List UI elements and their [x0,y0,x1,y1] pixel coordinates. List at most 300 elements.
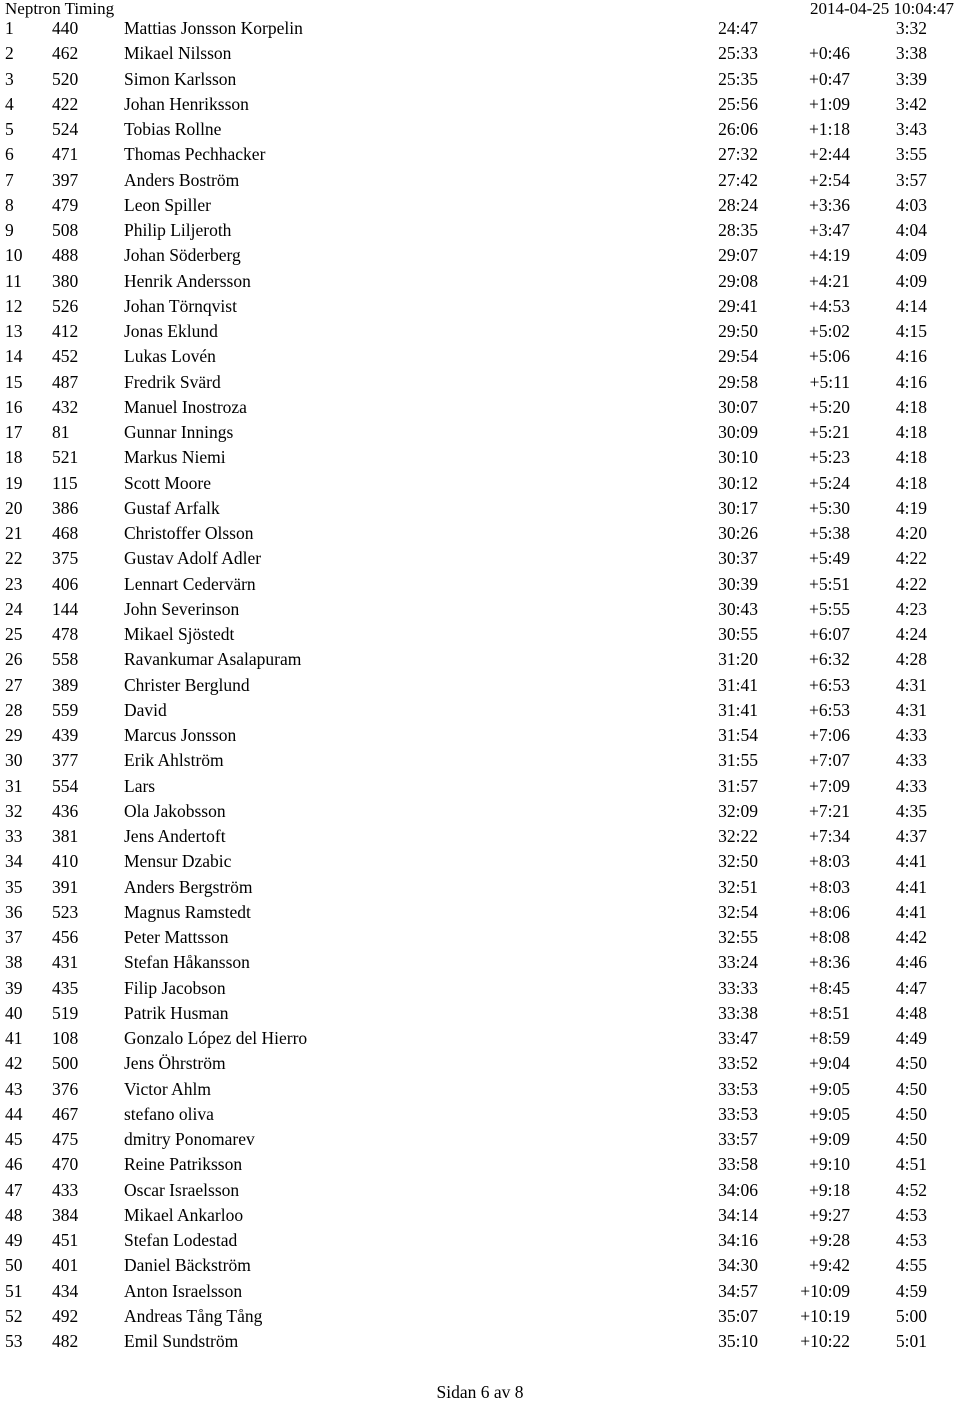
result-bib: 558 [52,649,79,670]
result-time: 30:10 [718,447,758,468]
result-place: 29 [5,725,23,745]
result-row [0,824,960,849]
result-name: Erik Ahlström [124,750,224,771]
result-bib: 115 [52,472,78,493]
result-time: 31:20 [718,649,758,670]
result-bib: 436 [52,800,79,821]
result-bib: 435 [52,977,79,998]
result-place: 35 [5,876,23,897]
result-bib: 440 [52,18,79,38]
result-pace: 4:23 [895,598,927,619]
result-diff: +3:36 [809,194,850,215]
result-row [0,117,960,142]
result-diff: +2:44 [809,144,850,165]
result-place: 28 [5,699,23,720]
result-bib: 471 [52,144,79,165]
result-bib: 401 [52,1255,79,1276]
result-bib: 482 [52,1331,79,1351]
result-place: 2 [5,43,14,64]
result-name: Mikael Sjöstedt [124,624,235,644]
result-diff: +5:30 [809,497,850,518]
result-bib: 468 [52,523,79,543]
result-row [0,294,960,319]
result-time: 32:22 [718,826,758,846]
result-pace: 3:39 [895,68,927,89]
result-row [0,1329,960,1354]
result-row [0,395,960,420]
result-bib: 108 [52,1028,79,1048]
result-diff: +5:02 [809,321,850,341]
result-place: 48 [5,1204,23,1225]
result-bib: 397 [52,169,79,190]
result-place: 44 [5,1103,23,1124]
result-bib: 431 [52,952,79,973]
result-time: 28:24 [718,194,758,215]
result-pace: 3:38 [895,43,927,64]
result-row [0,1001,960,1026]
result-diff: +8:51 [809,1002,850,1023]
result-name: Manuel Inostroza [124,396,247,417]
result-bib: 144 [52,598,79,619]
result-row [0,16,960,41]
result-diff: +1:18 [809,119,850,139]
result-name: Anders Boström [124,169,240,190]
result-row [0,774,960,799]
result-name: Stefan Håkansson [124,952,250,973]
result-place: 5 [5,119,14,139]
result-place: 8 [5,194,14,215]
results-list [0,16,960,1354]
result-place: 31 [5,775,23,796]
result-time: 30:17 [718,497,758,518]
result-place: 38 [5,952,23,973]
result-time: 30:37 [718,548,758,569]
result-name: Tobias Rollne [124,119,222,139]
result-pace: 4:51 [895,1154,927,1175]
result-time: 33:33 [718,977,758,998]
result-place: 25 [5,624,23,644]
result-name: Emil Sundström [124,1331,239,1351]
result-pace: 4:35 [895,800,927,821]
result-row [0,344,960,369]
result-diff: +8:59 [809,1028,850,1048]
result-row [0,925,960,950]
result-pace: 4:15 [895,321,927,341]
result-row [0,269,960,294]
result-diff: +7:07 [809,750,850,771]
result-time: 30:55 [718,624,758,644]
result-pace: 4:31 [895,674,927,695]
result-row [0,142,960,167]
result-time: 25:35 [718,68,758,89]
result-diff: +8:36 [809,952,850,973]
result-bib: 451 [52,1230,79,1250]
result-name: Fredrik Svärd [124,371,221,392]
result-pace: 4:22 [895,573,927,594]
result-bib: 487 [52,371,79,392]
result-name: Ravankumar Asalapuram [124,649,302,670]
result-diff: +5:24 [809,472,850,493]
result-bib: 554 [52,775,79,796]
result-bib: 475 [52,1129,79,1149]
result-diff: +5:55 [809,598,850,619]
result-pace: 4:31 [895,699,927,720]
result-pace: 4:16 [895,371,927,392]
result-time: 34:30 [718,1255,758,1276]
result-bib: 456 [52,927,79,947]
result-bib: 389 [52,674,79,695]
result-bib: 391 [52,876,79,897]
result-pace: 3:55 [895,144,927,165]
result-place: 4 [5,93,14,114]
result-place: 6 [5,144,14,165]
result-bib: 500 [52,1053,79,1074]
result-pace: 4:52 [895,1179,927,1200]
result-pace: 4:03 [895,194,927,215]
result-bib: 406 [52,573,79,594]
result-pace: 4:37 [895,826,927,846]
result-diff: +5:23 [809,447,850,468]
result-diff: +5:21 [809,422,850,442]
result-diff: +5:51 [809,573,850,594]
result-time: 33:52 [718,1053,758,1074]
result-pace: 4:09 [895,245,927,266]
result-name: Johan Söderberg [124,245,241,266]
result-place: 52 [5,1305,23,1326]
result-time: 34:57 [718,1280,758,1301]
result-diff: +2:54 [809,169,850,190]
result-place: 47 [5,1179,23,1200]
result-time: 34:06 [718,1179,758,1200]
result-row [0,1253,960,1278]
result-name: Markus Niemi [124,447,226,468]
result-time: 31:54 [718,725,758,745]
result-name: stefano oliva [124,1103,214,1124]
result-row [0,950,960,975]
result-row [0,420,960,445]
result-row [0,243,960,268]
result-pace: 3:42 [895,93,927,114]
result-name: Henrik Andersson [124,270,251,291]
result-time: 29:50 [718,321,758,341]
result-pace: 4:16 [895,346,927,367]
result-place: 11 [5,270,22,291]
result-row [0,647,960,672]
result-place: 22 [5,548,23,569]
result-time: 24:47 [718,18,758,38]
result-name: Jens Öhrström [124,1053,226,1074]
result-place: 3 [5,68,14,89]
result-diff: +10:22 [800,1331,850,1351]
result-row [0,1152,960,1177]
result-bib: 422 [52,93,79,114]
result-name: Thomas Pechhacker [124,144,266,165]
result-place: 17 [5,422,23,442]
result-time: 32:09 [718,800,758,821]
result-diff: +8:06 [809,901,850,922]
result-name: Oscar Israelsson [124,1179,240,1200]
result-time: 33:57 [718,1129,758,1149]
result-bib: 524 [52,119,79,139]
result-diff: +4:21 [809,270,850,291]
result-diff: +6:07 [809,624,850,644]
result-bib: 478 [52,624,79,644]
result-row [0,1026,960,1051]
result-pace: 4:50 [895,1078,927,1099]
result-diff: +5:38 [809,523,850,543]
result-diff: +9:05 [809,1078,850,1099]
result-time: 33:24 [718,952,758,973]
result-place: 34 [5,851,23,872]
result-diff: +4:53 [809,295,850,316]
result-row [0,445,960,470]
result-pace: 4:49 [895,1028,927,1048]
result-bib: 376 [52,1078,79,1099]
result-place: 13 [5,321,23,341]
result-place: 41 [5,1028,23,1048]
result-name: Peter Mattsson [124,927,229,947]
result-place: 14 [5,346,23,367]
result-name: Patrik Husman [124,1002,229,1023]
result-time: 30:09 [718,422,758,442]
result-pace: 4:41 [895,876,927,897]
result-bib: 384 [52,1204,79,1225]
result-row [0,1203,960,1228]
result-pace: 4:59 [895,1280,927,1301]
result-place: 50 [5,1255,23,1276]
result-pace: 4:42 [895,927,927,947]
result-time: 29:07 [718,245,758,266]
result-pace: 4:46 [895,952,927,973]
result-name: Gustav Adolf Adler [124,548,262,569]
result-time: 33:38 [718,1002,758,1023]
result-name: Ola Jakobsson [124,800,226,821]
result-pace: 4:33 [895,750,927,771]
result-name: Anders Bergström [124,876,253,897]
result-pace: 4:09 [895,270,927,291]
result-time: 30:07 [718,396,758,417]
result-place: 7 [5,169,14,190]
result-bib: 520 [52,68,79,89]
result-diff: +1:09 [809,93,850,114]
result-name: Christer Berglund [124,674,250,695]
result-bib: 488 [52,245,79,266]
result-name: Victor Ahlm [124,1078,211,1099]
result-time: 34:16 [718,1230,758,1250]
result-place: 20 [5,497,23,518]
result-diff: +0:47 [809,68,850,89]
result-diff: +8:03 [809,851,850,872]
result-diff: +6:53 [809,674,850,695]
result-row [0,168,960,193]
result-row [0,622,960,647]
result-name: Jens Andertoft [124,826,226,846]
result-place: 39 [5,977,23,998]
result-place: 45 [5,1129,23,1149]
result-time: 32:51 [718,876,758,897]
result-place: 16 [5,396,23,417]
result-pace: 3:32 [895,18,927,38]
result-place: 49 [5,1230,23,1250]
result-diff: +9:42 [809,1255,850,1276]
result-pace: 4:19 [895,497,927,518]
result-pace: 4:33 [895,725,927,745]
page-number: Sidan 6 av 8 [436,1382,524,1402]
result-name: Mattias Jonsson Korpelin [124,18,303,38]
result-place: 37 [5,927,23,947]
result-bib: 412 [52,321,79,341]
result-time: 29:08 [718,270,758,291]
result-pace: 4:41 [895,901,927,922]
result-pace: 4:18 [895,422,927,442]
result-row [0,1279,960,1304]
result-place: 19 [5,472,23,493]
result-bib: 526 [52,295,79,316]
result-time: 26:06 [718,119,758,139]
result-bib: 470 [52,1154,79,1175]
result-place: 10 [5,245,23,266]
result-pace: 4:24 [895,624,927,644]
result-bib: 381 [52,826,79,846]
result-name: Leon Spiller [124,194,211,215]
result-name: Mensur Dzabic [124,851,232,872]
result-place: 15 [5,371,23,392]
result-row [0,1178,960,1203]
result-name: Christoffer Olsson [124,523,254,543]
result-bib: 386 [52,497,79,518]
result-diff: +9:09 [809,1129,850,1149]
result-time: 35:10 [718,1331,758,1351]
result-pace: 5:00 [895,1305,927,1326]
result-time: 33:58 [718,1154,758,1175]
result-row [0,698,960,723]
result-name: Andreas Tång Tång [124,1305,263,1326]
result-row [0,900,960,925]
result-row [0,875,960,900]
result-place: 36 [5,901,23,922]
result-time: 29:58 [718,371,758,392]
result-row [0,723,960,748]
result-diff: +9:28 [809,1230,850,1250]
result-bib: 81 [52,422,70,442]
result-place: 51 [5,1280,23,1301]
result-diff: +5:06 [809,346,850,367]
result-time: 32:54 [718,901,758,922]
result-row [0,1304,960,1329]
result-name: Stefan Lodestad [124,1230,238,1250]
result-row [0,1228,960,1253]
result-bib: 479 [52,194,79,215]
result-time: 31:55 [718,750,758,771]
result-row [0,546,960,571]
result-name: Scott Moore [124,472,212,493]
result-place: 12 [5,295,23,316]
result-pace: 4:50 [895,1129,927,1149]
result-row [0,193,960,218]
result-name: John Severinson [124,598,240,619]
result-diff: +9:10 [809,1154,850,1175]
page-footer [0,1381,960,1403]
result-place: 18 [5,447,23,468]
result-row [0,673,960,698]
result-name: Lennart Cedervärn [124,573,256,594]
result-pace: 4:48 [895,1002,927,1023]
result-row [0,67,960,92]
result-row [0,370,960,395]
result-bib: 508 [52,220,79,240]
result-diff: +5:49 [809,548,850,569]
result-name: Simon Karlsson [124,68,237,89]
result-diff: +8:08 [809,927,850,947]
result-bib: 434 [52,1280,79,1301]
result-pace: 4:33 [895,775,927,796]
result-bib: 432 [52,396,79,417]
result-pace: 4:50 [895,1053,927,1074]
result-time: 33:47 [718,1028,758,1048]
result-time: 33:53 [718,1103,758,1124]
result-diff: +7:21 [809,800,850,821]
result-time: 30:12 [718,472,758,493]
result-diff: +9:05 [809,1103,850,1124]
result-time: 29:54 [718,346,758,367]
result-row [0,597,960,622]
result-place: 42 [5,1053,23,1074]
result-time: 28:35 [718,220,758,240]
result-name: Mikael Nilsson [124,43,232,64]
result-bib: 523 [52,901,79,922]
result-time: 25:33 [718,43,758,64]
result-time: 31:41 [718,674,758,695]
result-time: 27:42 [718,169,758,190]
result-name: Johan Henriksson [124,93,249,114]
result-pace: 3:57 [895,169,927,190]
result-name: Filip Jacobson [124,977,226,998]
result-time: 29:41 [718,295,758,316]
result-pace: 3:43 [895,119,927,139]
result-place: 33 [5,826,23,846]
result-pace: 4:55 [895,1255,927,1276]
result-place: 24 [5,598,23,619]
result-place: 26 [5,649,23,670]
result-name: Daniel Bäckström [124,1255,251,1276]
result-name: Reine Patriksson [124,1154,243,1175]
result-pace: 4:20 [895,523,927,543]
result-row [0,1127,960,1152]
result-diff: +7:34 [809,826,850,846]
result-name: Gunnar Innings [124,422,234,442]
result-place: 40 [5,1002,23,1023]
result-bib: 377 [52,750,79,771]
result-pace: 5:01 [895,1331,927,1351]
result-name: Marcus Jonsson [124,725,237,745]
result-name: dmitry Ponomarev [124,1129,255,1149]
result-place: 30 [5,750,23,771]
result-pace: 4:18 [895,447,927,468]
result-pace: 4:53 [895,1230,927,1250]
result-diff: +6:32 [809,649,850,670]
result-row [0,1051,960,1076]
result-name: Mikael Ankarloo [124,1204,244,1225]
result-diff: +0:46 [809,43,850,64]
result-pace: 4:14 [895,295,927,316]
result-bib: 439 [52,725,79,745]
result-place: 1 [5,18,14,38]
result-name: Gonzalo López del Hierro [124,1028,308,1048]
header-organizer: Neptron Timing [5,0,115,18]
result-name: Lars [124,775,156,796]
result-place: 27 [5,674,23,695]
result-pace: 4:47 [895,977,927,998]
